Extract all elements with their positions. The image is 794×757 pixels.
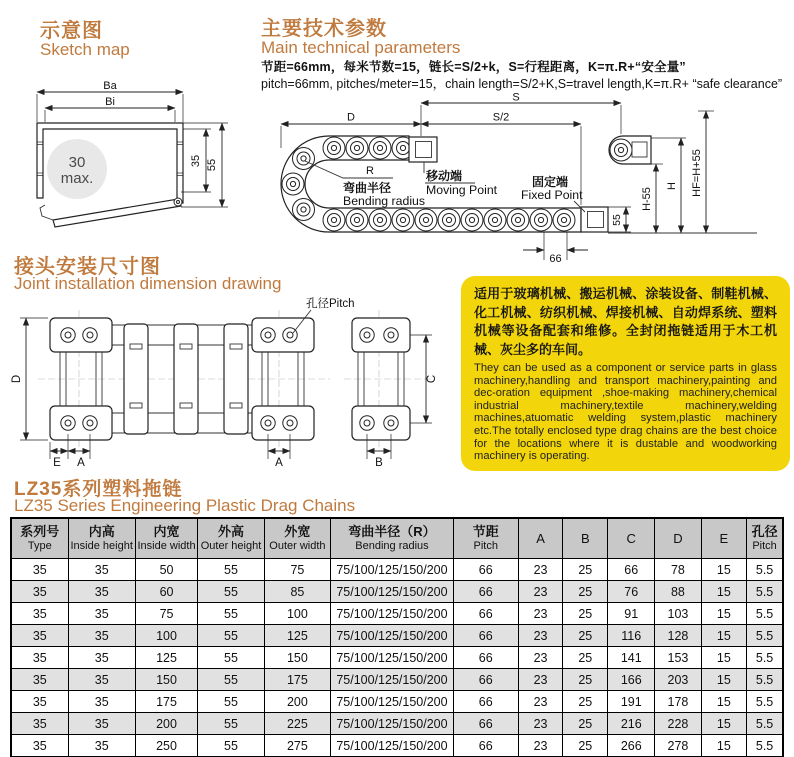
table-cell: 66 bbox=[453, 735, 518, 757]
table-cell: 15 bbox=[701, 713, 747, 735]
max-angle-value: 30 bbox=[68, 154, 86, 171]
table-cell: 153 bbox=[655, 647, 701, 669]
table-cell: 166 bbox=[608, 669, 655, 691]
table-cell: 116 bbox=[608, 625, 655, 647]
dim-label-a-right: A bbox=[275, 457, 283, 469]
table-cell: 125 bbox=[264, 625, 330, 647]
table-cell: 55 bbox=[198, 713, 264, 735]
table-cell: 66 bbox=[453, 713, 518, 735]
table-cell: 23 bbox=[518, 647, 563, 669]
table-cell: 23 bbox=[518, 581, 563, 603]
table-cell: 75/100/125/150/200 bbox=[331, 625, 454, 647]
table-cell: 15 bbox=[701, 603, 747, 625]
table-cell: 100 bbox=[264, 603, 330, 625]
table-cell: 25 bbox=[563, 625, 608, 647]
spec-table-body bbox=[11, 559, 783, 757]
dim-label-b: B bbox=[375, 457, 383, 469]
moving-end-raised bbox=[609, 136, 651, 164]
tech-param-zh: 节距=66mm，每米节数=15，链长=S/2+k，S=行程距离，K=π.R+“安全量” bbox=[261, 60, 686, 74]
column-header: 系列号 Type bbox=[11, 518, 68, 559]
sketch-diagram bbox=[28, 80, 248, 242]
tech-title-zh: 主要技术参数 bbox=[261, 18, 387, 40]
table-cell: 35 bbox=[68, 669, 135, 691]
table-cell: 35 bbox=[11, 735, 68, 757]
joint-top-view bbox=[38, 310, 432, 448]
table-cell: 250 bbox=[135, 735, 198, 757]
application-text-en: They can be used as a component or service parts in glass machinery,handling and transport machinery,painting and dec-oration equipment ,shoe-making machinery,chemical industrial machinery,textile machinery,welding machines,atuomatic welding system,plastic machinery etc.The totally enclosed type drag chains are the best choice for the locations where it is dustable and woodworking machinery is operating. bbox=[474, 362, 777, 463]
table-cell: 55 bbox=[198, 691, 264, 713]
dim-label-35: 35 bbox=[190, 154, 202, 168]
table-cell: 15 bbox=[701, 647, 747, 669]
table-cell: 175 bbox=[264, 669, 330, 691]
dim-label-s: S bbox=[512, 91, 520, 104]
fixed-end-bracket bbox=[581, 207, 608, 232]
table-cell: 35 bbox=[68, 735, 135, 757]
table-cell: 35 bbox=[11, 647, 68, 669]
table-cell: 200 bbox=[135, 713, 198, 735]
table-cell: 25 bbox=[563, 669, 608, 691]
joint-end-link bbox=[344, 310, 432, 448]
spec-table-head bbox=[11, 518, 783, 559]
column-header: E bbox=[701, 518, 747, 559]
dim-label-hf: HF=H+55 bbox=[691, 149, 703, 197]
table-cell: 178 bbox=[655, 691, 701, 713]
table-cell: 35 bbox=[68, 559, 135, 581]
series-title-en: LZ35 Series Engineering Plastic Drag Chains bbox=[14, 496, 356, 515]
bending-radius-label-zh: 弯曲半径 bbox=[343, 181, 392, 195]
dim-label-bi: Bi bbox=[105, 96, 115, 108]
table-cell: 200 bbox=[264, 691, 330, 713]
table-cell: 78 bbox=[655, 559, 701, 581]
table-cell: 55 bbox=[198, 647, 264, 669]
table-cell: 15 bbox=[701, 625, 747, 647]
table-cell: 15 bbox=[701, 559, 747, 581]
table-header-row bbox=[11, 518, 783, 559]
table-cell: 150 bbox=[135, 669, 198, 691]
dim-label-a-left: A bbox=[77, 457, 85, 469]
table-cell: 66 bbox=[453, 669, 518, 691]
table-cell: 35 bbox=[11, 713, 68, 735]
chain-dimensions bbox=[281, 92, 714, 266]
column-header: B bbox=[563, 518, 608, 559]
table-cell: 23 bbox=[518, 625, 563, 647]
table-cell: 85 bbox=[264, 581, 330, 603]
tech-param-en: pitch=66mm, pitches/meter=15，chain length=S/2+K,S=travel length,K=π.R+ “safe clearance” bbox=[261, 77, 783, 91]
table-cell: 128 bbox=[655, 625, 701, 647]
table-cell: 35 bbox=[68, 625, 135, 647]
table-cell: 100 bbox=[135, 625, 198, 647]
column-header: 弯曲半径（R） Bending radius bbox=[331, 518, 454, 559]
table-cell: 203 bbox=[655, 669, 701, 691]
table-cell: 66 bbox=[453, 647, 518, 669]
dim-label-d: D bbox=[11, 374, 23, 384]
table-cell: 228 bbox=[655, 713, 701, 735]
joint-title-en: Joint installation dimension drawing bbox=[14, 274, 282, 293]
table-cell: 35 bbox=[68, 581, 135, 603]
table-cell: 5.5 bbox=[747, 559, 783, 581]
table-cell: 25 bbox=[563, 735, 608, 757]
table-cell: 225 bbox=[264, 713, 330, 735]
table-cell: 55 bbox=[198, 581, 264, 603]
table-cell: 23 bbox=[518, 669, 563, 691]
table-cell: 35 bbox=[68, 713, 135, 735]
table-cell: 25 bbox=[563, 647, 608, 669]
table-cell: 15 bbox=[701, 581, 747, 603]
table-cell: 5.5 bbox=[747, 647, 783, 669]
column-header: 孔径 Pitch bbox=[747, 518, 783, 559]
application-text-zh: 适用于玻璃机械、搬运机械、涂装设备、制鞋机械、化工机械、纺织机械、焊接机械、自动焊系统、塑料机械等设备配套和维修。全封闭拖链适用于木工机械、灰尘多的车间。 bbox=[474, 286, 777, 357]
table-cell: 23 bbox=[518, 713, 563, 735]
dim-label-55: 55 bbox=[611, 214, 623, 226]
table-row bbox=[11, 691, 783, 713]
table-cell: 55 bbox=[198, 669, 264, 691]
table-cell: 35 bbox=[11, 669, 68, 691]
table-cell: 75/100/125/150/200 bbox=[331, 713, 454, 735]
column-header: C bbox=[608, 518, 655, 559]
table-cell: 35 bbox=[68, 647, 135, 669]
dim-label-h-minus-55: H-55 bbox=[641, 187, 653, 211]
dim-label-d: D bbox=[347, 111, 355, 124]
dim-label-e: E bbox=[53, 457, 61, 469]
table-cell: 35 bbox=[11, 559, 68, 581]
column-header: 内高 Inside height bbox=[68, 518, 135, 559]
dim-label-s2: S/2 bbox=[492, 111, 510, 124]
column-header: D bbox=[655, 518, 701, 559]
table-cell: 23 bbox=[518, 735, 563, 757]
application-note-box bbox=[461, 276, 790, 471]
tech-title-en: Main technical parameters bbox=[261, 38, 461, 57]
table-cell: 23 bbox=[518, 559, 563, 581]
sketch-frame bbox=[37, 123, 183, 227]
table-cell: 35 bbox=[11, 691, 68, 713]
table-cell: 66 bbox=[608, 559, 655, 581]
table-cell: 66 bbox=[453, 603, 518, 625]
dim-label-h: H bbox=[666, 182, 678, 190]
table-cell: 5.5 bbox=[747, 581, 783, 603]
table-cell: 75 bbox=[135, 603, 198, 625]
table-cell: 55 bbox=[198, 625, 264, 647]
column-header: 外高 Outer height bbox=[198, 518, 264, 559]
table-cell: 216 bbox=[608, 713, 655, 735]
table-cell: 66 bbox=[453, 581, 518, 603]
series-title-zh: LZ35系列塑料拖链 bbox=[14, 479, 183, 500]
table-cell: 5.5 bbox=[747, 603, 783, 625]
table-cell: 23 bbox=[518, 603, 563, 625]
table-cell: 23 bbox=[518, 691, 563, 713]
table-cell: 25 bbox=[563, 559, 608, 581]
table-cell: 5.5 bbox=[747, 691, 783, 713]
table-cell: 15 bbox=[701, 669, 747, 691]
table-cell: 88 bbox=[655, 581, 701, 603]
table-cell: 75/100/125/150/200 bbox=[331, 647, 454, 669]
table-cell: 191 bbox=[608, 691, 655, 713]
table-row bbox=[11, 581, 783, 603]
table-cell: 103 bbox=[655, 603, 701, 625]
table-cell: 75/100/125/150/200 bbox=[331, 669, 454, 691]
column-header: 外宽 Outer width bbox=[264, 518, 330, 559]
table-cell: 150 bbox=[264, 647, 330, 669]
table-cell: 25 bbox=[563, 713, 608, 735]
table-cell: 75/100/125/150/200 bbox=[331, 735, 454, 757]
max-angle-unit: max. bbox=[60, 170, 94, 187]
moving-point-label-en: Moving Point bbox=[426, 183, 498, 197]
table-cell: 25 bbox=[563, 581, 608, 603]
column-header: A bbox=[518, 518, 563, 559]
table-cell: 175 bbox=[135, 691, 198, 713]
table-row bbox=[11, 735, 783, 757]
table-cell: 35 bbox=[68, 691, 135, 713]
table-cell: 15 bbox=[701, 691, 747, 713]
fixed-point-label-zh: 固定端 bbox=[532, 175, 569, 189]
table-cell: 75/100/125/150/200 bbox=[331, 691, 454, 713]
fixed-point-label-en: Fixed Point bbox=[521, 188, 583, 202]
table-cell: 55 bbox=[198, 559, 264, 581]
table-cell: 5.5 bbox=[747, 713, 783, 735]
table-cell: 75/100/125/150/200 bbox=[331, 603, 454, 625]
table-row bbox=[11, 713, 783, 735]
table-cell: 91 bbox=[608, 603, 655, 625]
table-cell: 35 bbox=[11, 581, 68, 603]
table-cell: 266 bbox=[608, 735, 655, 757]
table-cell: 275 bbox=[264, 735, 330, 757]
table-row bbox=[11, 603, 783, 625]
column-header: 内宽 Inside width bbox=[135, 518, 198, 559]
table-cell: 278 bbox=[655, 735, 701, 757]
table-cell: 66 bbox=[453, 691, 518, 713]
sketch-title-en: Sketch map bbox=[40, 40, 130, 59]
open-crossbar bbox=[53, 199, 181, 227]
table-cell: 35 bbox=[11, 625, 68, 647]
table-cell: 55 bbox=[198, 603, 264, 625]
moving-end-bracket bbox=[409, 137, 437, 162]
spec-table bbox=[10, 517, 784, 757]
table-cell: 15 bbox=[701, 735, 747, 757]
table-cell: 66 bbox=[453, 559, 518, 581]
table-cell: 76 bbox=[608, 581, 655, 603]
dim-label-c: C bbox=[426, 374, 438, 384]
table-cell: 5.5 bbox=[747, 669, 783, 691]
dim-label-66: 66 bbox=[549, 253, 562, 265]
dim-label-55: 55 bbox=[206, 158, 218, 172]
table-row bbox=[11, 647, 783, 669]
table-cell: 25 bbox=[563, 603, 608, 625]
table-cell: 35 bbox=[11, 603, 68, 625]
table-cell: 25 bbox=[563, 691, 608, 713]
table-cell: 141 bbox=[608, 647, 655, 669]
table-cell: 125 bbox=[135, 647, 198, 669]
table-cell: 5.5 bbox=[747, 625, 783, 647]
table-cell: 35 bbox=[68, 603, 135, 625]
table-cell: 75 bbox=[264, 559, 330, 581]
table-row bbox=[11, 559, 783, 581]
table-cell: 60 bbox=[135, 581, 198, 603]
sketch-title-zh: 示意图 bbox=[40, 20, 103, 42]
table-cell: 55 bbox=[198, 735, 264, 757]
table-row bbox=[11, 669, 783, 691]
table-cell: 75/100/125/150/200 bbox=[331, 559, 454, 581]
table-cell: 50 bbox=[135, 559, 198, 581]
table-cell: 5.5 bbox=[747, 735, 783, 757]
joint-diagram bbox=[12, 294, 460, 470]
table-cell: 66 bbox=[453, 625, 518, 647]
hole-pitch-label: 孔径Pitch bbox=[306, 298, 355, 310]
dim-label-ba: Ba bbox=[103, 80, 117, 92]
table-row bbox=[11, 625, 783, 647]
joint-title-zh: 接头安装尺寸图 bbox=[14, 256, 161, 278]
column-header: 节距 Pitch bbox=[453, 518, 518, 559]
chain-diagram bbox=[279, 93, 791, 265]
moving-point-label-zh: 移动端 bbox=[426, 169, 463, 183]
table-cell: 75/100/125/150/200 bbox=[331, 581, 454, 603]
dim-label-r: R bbox=[366, 165, 374, 177]
bending-radius-label-en: Bending radius bbox=[343, 194, 426, 208]
